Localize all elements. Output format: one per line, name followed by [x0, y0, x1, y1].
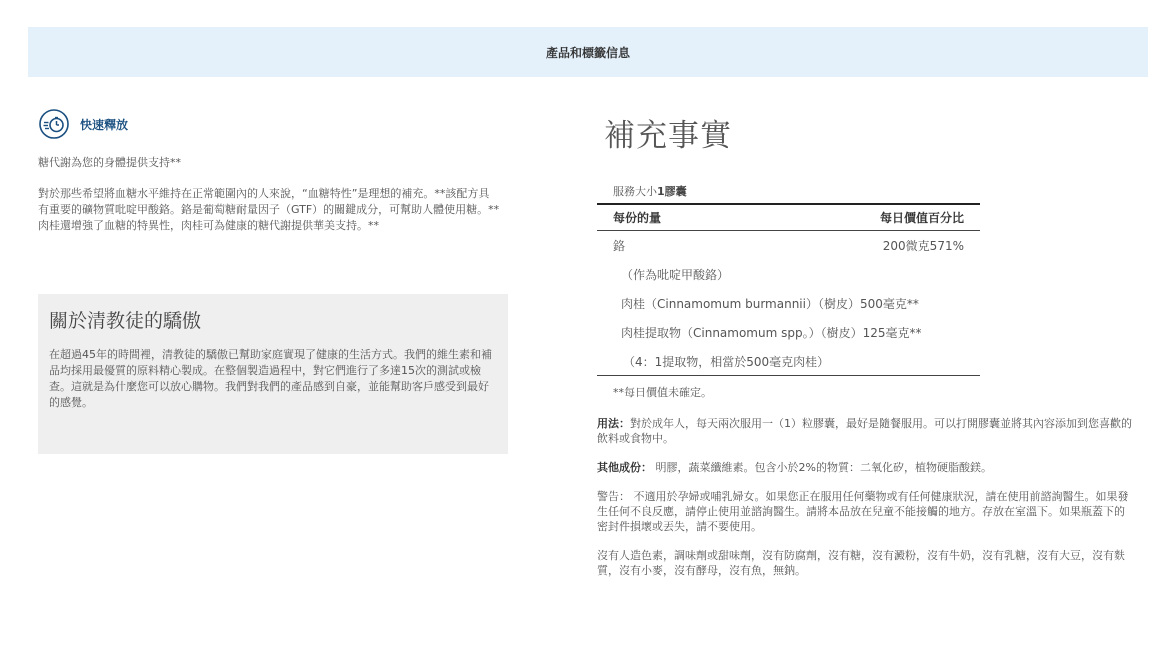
facts-row-label: 鉻 — [613, 239, 626, 253]
right-column — [597, 110, 1142, 578]
facts-header-row — [597, 203, 980, 231]
facts-row — [597, 231, 980, 260]
header-title: 產品和標籤信息 — [545, 45, 630, 60]
about-box — [38, 294, 508, 454]
usage-paragraph — [597, 416, 1142, 446]
timer-release-icon — [38, 108, 70, 140]
supplement-facts-table — [597, 203, 980, 404]
facts-header-amount: 每份的量 — [613, 211, 662, 225]
release-row — [38, 108, 500, 140]
warning-paragraph: 警告： 不適用於孕婦或哺乳婦女。如果您正在服用任何藥物或有任何健康狀況，請在使用前諮詢醫生。如果發生任何不良反應，請停止使用並諮詢醫生。請將本品放在兒童不能接觸的地方。存放在室溫下。如果瓶蓋下的密封件損壞或丟失，請不要使用。 — [597, 490, 1129, 533]
product-info-header — [28, 27, 1148, 77]
description-paragraph: 對於那些希望將血糖水平維持在正常範圍內的人來說，“血糖特性”是理想的補充。**該配方具有重要的礦物質吡啶甲酸鉻。鉻是葡萄糖耐量因子（GTF）的關鍵成分，可幫助人體使用糖。**肉桂還增強了血糖的特異性，肉桂可為健康的糖代謝提供華美支持。** — [38, 187, 500, 232]
facts-row-label: （4：1提取物，相當於500毫克肉桂） — [623, 354, 830, 369]
usage-text: 對於成年人，每天兩次服用一（1）粒膠囊，最好是隨餐服用。可以打開膠囊並將其內容添加到您喜歡的飲料或食物中。 — [597, 417, 1132, 445]
about-title: 關於清教徒的驕傲 — [49, 310, 202, 332]
usage-label: 用法： — [597, 417, 630, 430]
other-text: 明膠，蔬菜纖維素。包含小於2%的物質：二氧化矽，植物硬脂酸鎂。 — [655, 461, 992, 474]
facts-row — [597, 347, 980, 376]
facts-row — [597, 289, 980, 318]
supplement-facts-title: 補充事實 — [604, 118, 732, 154]
facts-row-label: 肉桂（Cinnamomum burmannii）（樹皮）500毫克** — [621, 297, 919, 311]
facts-row-value: 200微克571% — [882, 239, 964, 253]
free-from-paragraph: 沒有人造色素，調味劑或甜味劑，沒有防腐劑，沒有糖，沒有澱粉，沒有牛奶，沒有乳糖，沒有大豆，沒有麩質，沒有小麥，沒有酵母，沒有魚，無鈉。 — [597, 549, 1125, 577]
facts-footnote: **每日價值未確定。 — [613, 386, 712, 399]
other-ingredients-paragraph — [597, 460, 1142, 475]
serving-size — [597, 183, 1142, 203]
other-label: 其他成份： — [597, 461, 652, 474]
about-text: 在超過45年的時間裡，清教徒的驕傲已幫助家庭實現了健康的生活方式。我們的維生素和補品均採用最優質的原料精心製成。在整個製造過程中，對它們進行了多達15次的測試或檢查。這就是為什麼您可以放心購物。我們對我們的產品感到自豪，並能幫助客戶感受到最好的感覺。 — [49, 348, 492, 409]
facts-row — [597, 260, 980, 289]
facts-row — [597, 318, 980, 347]
release-label: 快速釋放 — [80, 117, 129, 132]
serving-value: 1膠囊 — [657, 185, 687, 198]
serving-prefix: 服務大小 — [613, 185, 657, 198]
facts-header-daily-value: 每日價值百分比 — [879, 211, 964, 225]
facts-row-label: （作為吡啶甲酸鉻） — [621, 268, 730, 282]
left-column — [38, 108, 500, 234]
intro-text: 糖代謝為您的身體提供支持** — [38, 156, 181, 169]
facts-row-label: 肉桂提取物（Cinnamomum spp。）（樹皮）125毫克** — [621, 326, 922, 340]
